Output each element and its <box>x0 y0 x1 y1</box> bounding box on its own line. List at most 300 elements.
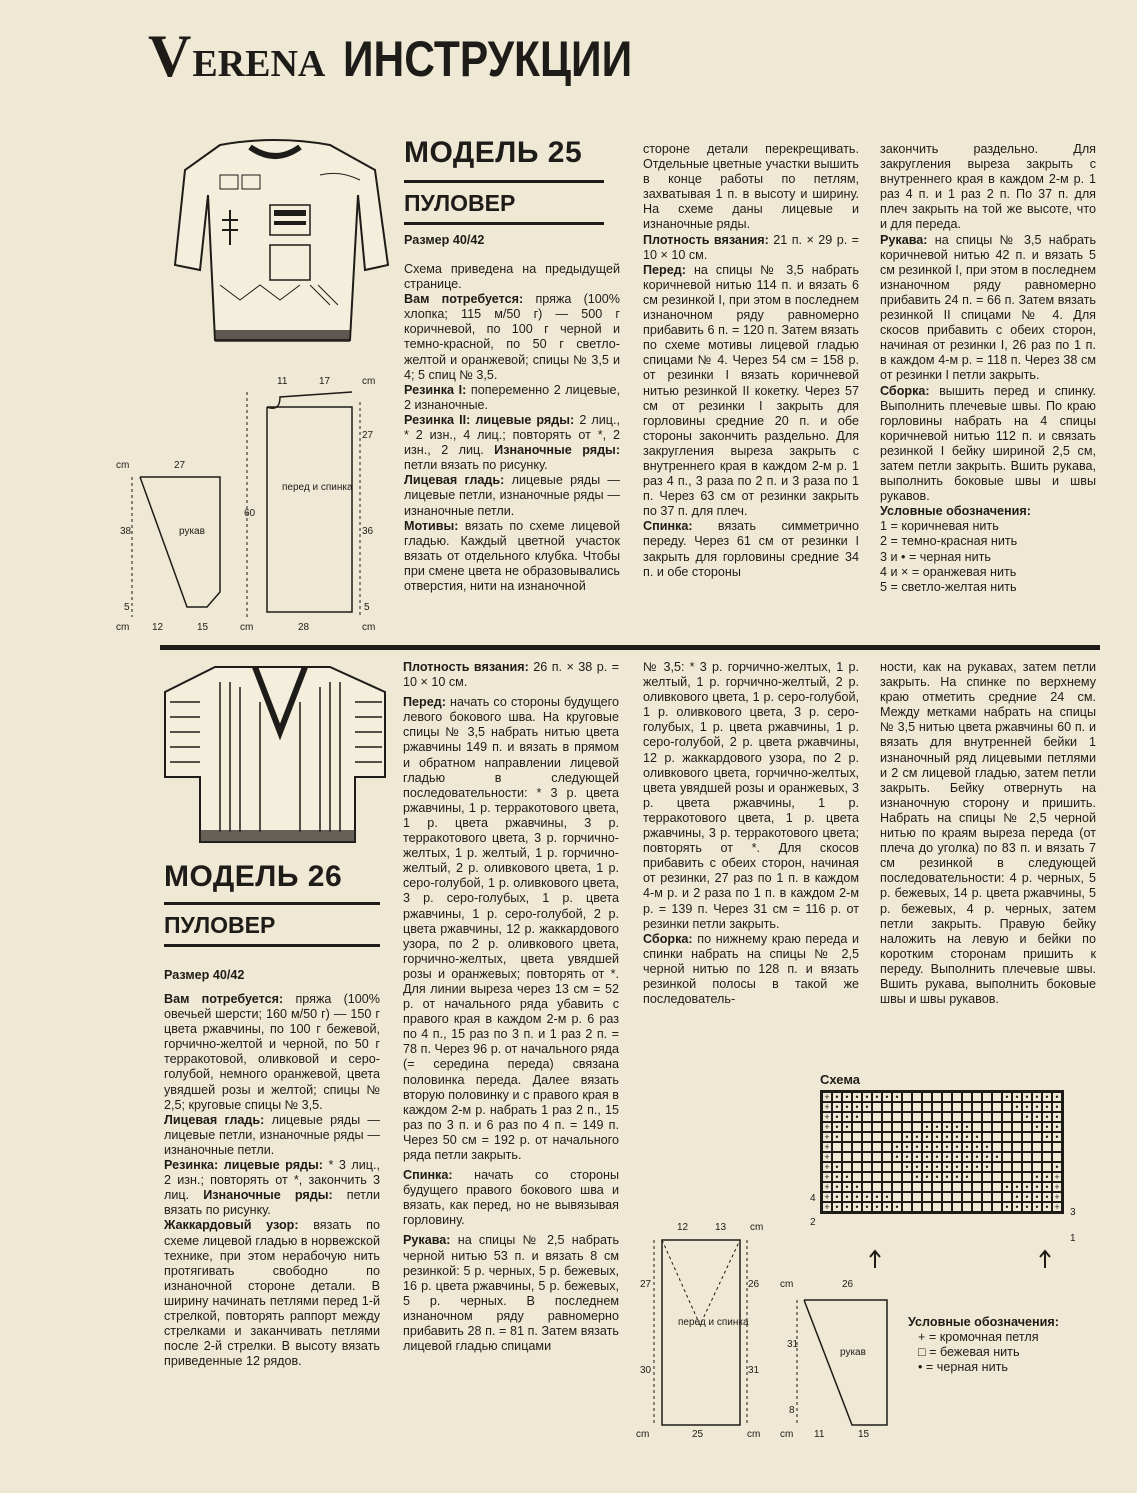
chart-cell <box>862 1152 872 1162</box>
chart-cell <box>1002 1142 1012 1152</box>
chart-cell: • <box>942 1142 952 1152</box>
chart-cell: + <box>822 1122 832 1132</box>
model-26-column-1: Вам потребуется: пряжа (100% овечьей шерсти; 160 м/50 г) — 150 г цвета ржавчины, по 100 г бежевой, горчично-желтой и черной, по 50 г терракотовой, оливковой и серо-голубой, немного оранжевой, цвета увядшей розы и желтой; спицы № 2,5; круговые спицы № 3,5. Лицевая гладь: лицевые ряды — лицевые петли, изнаночные ряды — изнаночные петли. Резинка: лицевые ряды: * 3 лиц., 2 изн.; повторять от *, закончить 3 лиц. Изнаночные ряды: петли вязать по рисунку. Жаккардовый узор: вязать по схеме лицевой гладью в норвежской технике, при этом нерабочую нить протягивать свободно по изнаночной стороне детали. В ширину начинать петлями перед 1-й стрелкой, повторять раппорт между стрелками и заканчивать петлями после 2-й стрелки. В высоту вязать приведенные 12 рядов. <box>164 992 381 1369</box>
chart-cell: + <box>822 1112 832 1122</box>
chart-cell <box>912 1112 922 1122</box>
chart-cell: • <box>842 1172 852 1182</box>
chart-cell <box>872 1152 882 1162</box>
model-26-column-3: № 3,5: * 3 р. горчично-желтых, 1 р. желтый, 1 р. горчично-желтый, 2 р. оливкового цвета, 1 р. серо-голубой, 1 р. оливкового цвета, 3 р. серо-голубых, 1 р. цвета ржавчины, 1 р. серо-голубой, 2 р. цвета ржавчины, 12 р. жаккардового узора, по 2 р. оливкового цвета, горчично-желтых, цвета увядшей розы и оранжевых, 3 р. цвета ржавчины, 1 р. терракотового цвета, 1 р. цвета ржавчины, 3 р. терракотового цвета; повторять от *. Для скосов прибавить с обеих сторон, начиная от резинки, 27 раз по 1 п. в каждом 4-м р. и 2 раза по 1 п. в каждом 2-м р. = 139 п. Через 31 см = 116 р. от резинки петли закрыть. Сборка: по нижнему краю переда и спинки набрать на спицы № 2,5 черной нитью по 128 п. и вязать резинкой полосы в такой же последователь- <box>643 660 859 1007</box>
chart-cell: • <box>942 1122 952 1132</box>
legend-25-item: 3 и • = черная нить <box>880 549 991 564</box>
pattern-schematic-26 <box>632 1215 902 1445</box>
chart-cell <box>922 1202 932 1212</box>
chart-cell: • <box>1052 1122 1062 1132</box>
chart-cell <box>1002 1102 1012 1112</box>
chart-cell: • <box>842 1192 852 1202</box>
chart-cell <box>982 1202 992 1212</box>
chart-cell: • <box>832 1182 842 1192</box>
chart-cell: • <box>1002 1182 1012 1192</box>
sleeve-label: рукав <box>840 1347 866 1358</box>
chart-cell: • <box>1032 1092 1042 1102</box>
chart-cell <box>832 1152 842 1162</box>
chart-cell <box>922 1192 932 1202</box>
legend-26-item: • = черная нить <box>918 1360 1008 1374</box>
dim-26-sleeve: 26 <box>842 1279 854 1290</box>
dim-31-sleeve: 31 <box>787 1339 799 1350</box>
dim-cm-left: cm <box>116 460 130 471</box>
chart-cell: • <box>882 1202 892 1212</box>
model-25-column-3: закончить раздельно. Для закругления выреза закрыть с внутреннего края в каждом 2-м р. 1 раз 4 п. и 1 раз 2 п. По 37 п. для плеч закрыть на той же высоте, что и для переда. Рукава: на спицы № 3,5 набрать коричневой нитью 42 п. и вязать 5 см резинкой I, при этом в последнем изнаночном ряду равномерно прибавить 24 п. = 66 п. Затем вязать резинкой II спицами № 4. Для скосов прибавить с обеих сторон, начиная от резинки I, 26 раз по 1 п. в каждом 4-м р. = 118 п. Через 38 см от резинки I петли закрыть. Сборка: вышить перед и спинку. Выполнить плечевые швы. По краю горловины набрать на 4 спицы коричневой нитью 112 п. и связать резинкой I бейку шириной 2,5 см, затем петли закрыть. Вшить рукава, выполнить боковые швы и швы рукавов. Условные обозначения: 1 = коричневая нить 2 = темно-красная нить 3 и • = черная нить 4 и × = оранжевая нить 5 = светло-желтая нить <box>880 142 1097 594</box>
chart-cell <box>932 1102 942 1112</box>
chart-cell: • <box>1032 1192 1042 1202</box>
chart-cell <box>1032 1132 1042 1142</box>
chart-cell: • <box>942 1132 952 1142</box>
chart-cell <box>882 1142 892 1152</box>
chart-cell <box>892 1112 902 1122</box>
dim-cm-bottom: cm <box>636 1429 650 1440</box>
chart-cell: + <box>1052 1172 1062 1182</box>
model-25-title: МОДЕЛЬ 25 <box>404 136 583 169</box>
model-26-column-2: Плотность вязания: 26 п. × 38 р. = 10 × 10 см. Перед: начать со стороны будущего левого бокового шва. На круговые спицы № 3,5 набрать нитью цвета ржавчины 149 п. и вязать в прямом и обратном направлении лицевой гладью в следующей последовательности: * 3 р. цвета ржавчины, 1 р. терракотового цвета, 1 р. цвета ржавчины, 3 р. терракотового цвета, 3 р. горчично-желтых, 1 р. желтый, 1 р. горчично-желтый, 2 р. оливкового цвета, 1 р. серо-голубой, 1 р. оливкового цвета, 3 р. серо-голубых, 1 р. цвета ржавчины, 1 р. серо-голубой, 2 р. цвета ржавчины, 12 р. жаккардового узора, по 2 р. оливкового цвета, горчично-желтых, цвета увядшей розы и оранжевых; повторять от *. Для линии выреза через 13 см = 52 р. от начального ряда убавить с правого края в каждом 2-м р. 6 раз по 4 п., 15 раз по 3 п. и 1 раз 2 п. = 78 п. Через 96 р. от начального ряда (= середина переда) связана половинка переда. Далее вязать вторую половинку и с правого края в каждом 2-м р. набрать 1 раз 2 п., 15 раз по 3 п. и 6 раз по 4 п. = 149 п. Через 50 см = 192 р. от начального ряда петли закрыть. Спинка: начать со стороны будущего правого бокового шва и вязать, как перед, но не вывязывая горловину. Рукава: на спицы № 2,5 набрать черной нитью 53 п. и вязать 8 см резинкой: 5 р. черных, 5 р. бежевых, 16 р. цвета ржавчины, 5 р. бежевых, 5 р. черных. В последнем изнаночном ряду равномерно прибавить 28 п. = 81 п. Затем вязать лицевой гладью спицами <box>403 660 620 1354</box>
chart-cell <box>972 1102 982 1112</box>
dim-5-left: 5 <box>124 602 130 613</box>
chart-cell: • <box>952 1172 962 1182</box>
chart-cell: • <box>852 1092 862 1102</box>
chart-cell <box>882 1152 892 1162</box>
chart-cell <box>912 1092 922 1102</box>
chart-cell <box>992 1122 1002 1132</box>
chart-cell <box>842 1152 852 1162</box>
chart-cell <box>862 1182 872 1192</box>
pattern-schematic-25 <box>112 372 392 637</box>
chart-cell: • <box>962 1172 972 1182</box>
chart-cell: • <box>1002 1202 1012 1212</box>
chart-cell <box>912 1192 922 1202</box>
dim-36: 36 <box>362 526 374 537</box>
chart-cell: • <box>1032 1202 1042 1212</box>
chart-cell <box>992 1102 1002 1112</box>
chart-cell: • <box>1042 1132 1052 1142</box>
chart-cell <box>912 1102 922 1112</box>
arrow-up-icon <box>1040 1251 1050 1268</box>
chart-cell <box>892 1182 902 1192</box>
chart-cell: • <box>842 1182 852 1192</box>
chart-cell: • <box>1042 1192 1052 1202</box>
chart-cell <box>862 1162 872 1172</box>
model-25-subtitle: ПУЛОВЕР <box>404 190 516 216</box>
chart-cell <box>842 1142 852 1152</box>
chart-cell: • <box>832 1112 842 1122</box>
chart-cell <box>992 1202 1002 1212</box>
chart-cell: • <box>982 1142 992 1152</box>
chart-cell: + <box>822 1172 832 1182</box>
chart-cell: • <box>922 1162 932 1172</box>
front-back-label: перед и спинка <box>678 1317 749 1328</box>
chart-cell <box>912 1182 922 1192</box>
chart-cell: • <box>932 1122 942 1132</box>
dim-60: 60 <box>244 508 256 519</box>
chart-cell <box>902 1202 912 1212</box>
dim-cm-bottom-right: cm <box>362 622 376 633</box>
chart-cell: • <box>892 1092 902 1102</box>
dim-11: 11 <box>277 376 288 387</box>
chart-cell <box>922 1112 932 1122</box>
chart-cell <box>842 1132 852 1142</box>
chart-cell: • <box>1042 1202 1052 1212</box>
chart-cell: • <box>932 1172 942 1182</box>
chart-cell <box>1012 1132 1022 1142</box>
chart-cell: • <box>972 1162 982 1172</box>
chart-cell: + <box>822 1102 832 1112</box>
chart-cell <box>1052 1142 1062 1152</box>
chart-cell: • <box>952 1162 962 1172</box>
chart-cell: • <box>932 1152 942 1162</box>
chart-cell <box>912 1202 922 1212</box>
dim-cm-top: cm <box>750 1222 764 1233</box>
chart-cell <box>862 1132 872 1142</box>
chart-cell: • <box>1032 1102 1042 1112</box>
chart-cell <box>872 1182 882 1192</box>
chart-cell <box>872 1172 882 1182</box>
chart-cell <box>932 1112 942 1122</box>
chart-cell <box>1032 1152 1042 1162</box>
chart-cell: • <box>1042 1112 1052 1122</box>
chart-cell <box>902 1112 912 1122</box>
chart-cell: • <box>842 1202 852 1212</box>
chart-cell <box>1012 1152 1022 1162</box>
chart-cell: • <box>832 1192 842 1202</box>
chart-cell <box>902 1102 912 1112</box>
dim-15: 15 <box>858 1429 870 1440</box>
chart-cell: • <box>1032 1172 1042 1182</box>
dim-28: 28 <box>298 622 310 633</box>
chart-cell <box>852 1122 862 1132</box>
chart-cell: • <box>902 1152 912 1162</box>
chart-cell <box>962 1092 972 1102</box>
chart-cell: • <box>852 1192 862 1202</box>
chart-cell <box>942 1182 952 1192</box>
chart-cell: • <box>832 1092 842 1102</box>
chart-cell <box>1012 1112 1022 1122</box>
chart-cell <box>902 1182 912 1192</box>
chart-cell <box>1002 1112 1012 1122</box>
chart-cell: • <box>832 1172 842 1182</box>
chart-cell <box>852 1142 862 1152</box>
chart-cell <box>902 1172 912 1182</box>
chart-cell: + <box>822 1132 832 1142</box>
chart-cell: • <box>1032 1112 1042 1122</box>
chart-cell <box>982 1102 992 1112</box>
chart-cell <box>992 1172 1002 1182</box>
chart-cell: • <box>932 1142 942 1152</box>
chart-cell: • <box>902 1162 912 1172</box>
dim-30: 30 <box>640 1365 652 1376</box>
chart-cell: • <box>932 1162 942 1172</box>
chart-cell <box>972 1172 982 1182</box>
chart-cell <box>882 1172 892 1182</box>
chart-cell <box>882 1112 892 1122</box>
dim-27: 27 <box>640 1279 652 1290</box>
chart-cell <box>922 1182 932 1192</box>
legend-26-item: + = кромочная петля <box>918 1330 1039 1344</box>
dim-12: 12 <box>677 1222 689 1233</box>
chart-cell <box>992 1112 1002 1122</box>
chart-cell: • <box>962 1122 972 1132</box>
chart-cell <box>862 1142 872 1152</box>
brand-initial: V <box>148 23 193 89</box>
chart-cell <box>882 1182 892 1192</box>
chart-cell: • <box>972 1142 982 1152</box>
dim-cm-bottom-sleeve: cm <box>780 1429 794 1440</box>
chart-cell: • <box>1052 1102 1062 1112</box>
pullover-25-illustration <box>160 135 390 350</box>
chart-cell <box>862 1122 872 1132</box>
jacquard-chart <box>820 1090 1064 1214</box>
chart-cell <box>892 1192 902 1202</box>
chart-cell: • <box>1002 1092 1012 1102</box>
chart-cell: + <box>822 1202 832 1212</box>
chart-cell <box>832 1142 842 1152</box>
chart-cell: • <box>862 1102 872 1112</box>
dim-12: 12 <box>152 622 164 633</box>
magazine-header <box>148 22 684 92</box>
chart-cell: • <box>1032 1122 1042 1132</box>
dim-cm-top: cm <box>362 376 376 387</box>
chart-cell: • <box>1012 1092 1022 1102</box>
chart-cell <box>872 1162 882 1172</box>
chart-cell: • <box>852 1112 862 1122</box>
chart-cell: • <box>1012 1102 1022 1112</box>
chart-cell: • <box>892 1202 902 1212</box>
chart-cell <box>982 1192 992 1202</box>
legend-26-title: Условные обозначения: <box>908 1315 1059 1329</box>
chart-cell <box>1052 1152 1062 1162</box>
chart-cell <box>982 1092 992 1102</box>
chart-cell <box>902 1192 912 1202</box>
chart-cell: • <box>842 1102 852 1112</box>
chart-cell <box>882 1102 892 1112</box>
chart-cell: • <box>862 1192 872 1202</box>
chart-cell: • <box>842 1092 852 1102</box>
page-title: ИНСТРУКЦИИ <box>343 31 633 87</box>
chart-cell: • <box>952 1122 962 1132</box>
chart-cell: • <box>852 1182 862 1192</box>
chart-cell <box>872 1132 882 1142</box>
chart-cell <box>952 1192 962 1202</box>
chart-cell <box>1042 1152 1052 1162</box>
chart-cell: • <box>882 1192 892 1202</box>
chart-cell <box>1032 1142 1042 1152</box>
chart-cell: + <box>822 1182 832 1192</box>
chart-cell: • <box>942 1162 952 1172</box>
chart-cell <box>902 1122 912 1132</box>
chart-cell: • <box>912 1142 922 1152</box>
chart-cell <box>852 1172 862 1182</box>
chart-cell <box>1022 1152 1032 1162</box>
dim-13: 13 <box>715 1222 727 1233</box>
chart-cell: • <box>1042 1092 1052 1102</box>
chart-cell <box>972 1122 982 1132</box>
chart-cell <box>932 1192 942 1202</box>
legend-26-item: □ = бежевая нить <box>918 1345 1020 1359</box>
dim-31-front: 31 <box>748 1365 760 1376</box>
chart-cell <box>1002 1132 1012 1142</box>
chart-cell <box>972 1112 982 1122</box>
chart-cell <box>952 1182 962 1192</box>
chart-cell <box>952 1102 962 1112</box>
chart-cell <box>962 1202 972 1212</box>
chart-cell <box>972 1092 982 1102</box>
chart-cell <box>892 1172 902 1182</box>
chart-cell <box>922 1092 932 1102</box>
chart-cell: • <box>1022 1112 1032 1122</box>
model-26-subtitle: ПУЛОВЕР <box>164 912 276 938</box>
dim-27-right: 27 <box>362 430 374 441</box>
chart-cell <box>1012 1172 1022 1182</box>
dim-cm-bottom-mid: cm <box>747 1429 761 1440</box>
section-divider <box>160 645 1100 650</box>
chart-cell <box>882 1122 892 1132</box>
chart-cell <box>942 1202 952 1212</box>
model-26-column-4: ности, как на рукавах, затем петли закрыть. На спинке по верхнему краю отметить средние 24 см. Между метками набрать на спицы № 3,5 нитью цвета ржавчины 60 п. и вязать для внутренней бейки 1 изнаночный ряд лицевыми петлями и 2 см лицевой гладью, затем петли закрыть. Бейку отвернуть на изнаночную сторону и пришить. Набрать на спицы № 2,5 черной нитью по краям выреза переда (от плеча до уголка) по 83 п. и вязать 7 см резинкой в следующей последовательности: 4 р. черных, 5 р. бежевых, 14 р. цвета ржавчины, 5 р. бежевых, 4 р. черных, затем петли закрыть. Правую бейку наложить на левую и бейки по коротким сторонам пришить к переду. Выполнить плечевые швы. Вшить рукава, выполнить боковые швы и швы рукавов. <box>880 660 1096 1007</box>
chart-cell: • <box>1042 1122 1052 1132</box>
chart-cell: • <box>952 1152 962 1162</box>
chart-cell <box>1032 1162 1042 1172</box>
chart-cell: • <box>892 1142 902 1152</box>
dim-8: 8 <box>789 1405 795 1416</box>
chart-cell: • <box>1022 1102 1032 1112</box>
chart-cell <box>942 1102 952 1112</box>
chart-cell <box>912 1122 922 1132</box>
chart-cell: • <box>862 1092 872 1102</box>
model-25-column-2: стороне детали перекрещивать. Отдельные цветные участки вышить в конце работы по петлям, захватывая 1 п. в высоту и ширину. На схеме даны лицевые и изнаночные ряды. Плотность вязания: 21 п. × 29 р. = 10 × 10 см. Перед: на спицы № 3,5 набрать коричневой нитью 114 п. и вязать 6 см резинкой I, при этом в последнем изнаночном ряду равномерно прибавить 6 п. = 120 п. Затем вязать по схеме мотивы лицевой гладью спицами № 4. Через 54 см = 158 р. от резинки I вязать коричневой нитью резинкой II кокетку. Через 57 см от резинки I закрыть для горловины средние 20 п. и обе стороны закончить раздельно. Для закругления выреза закрыть с внутреннего края в каждом 2-м р. 1 раз 4 п., 3 раза по 2 п. и 3 раза по 1 п. Через 63 см от резинки закрыть по 37 п. для плеч. Спинка: вязать симметрично переду. Через 61 см от резинки I закрыть для горловины средние 34 п. и обе стороны <box>643 142 860 579</box>
chart-cell: • <box>1052 1092 1062 1102</box>
chart-cell: • <box>952 1132 962 1142</box>
chart-cell <box>1022 1122 1032 1132</box>
sleeve-label: рукав <box>179 526 205 537</box>
chart-cell <box>1002 1122 1012 1132</box>
chart-cell: • <box>912 1132 922 1142</box>
chart-cell: + <box>822 1192 832 1202</box>
chart-cell <box>882 1132 892 1142</box>
chart-cell: + <box>1052 1202 1062 1212</box>
chart-cell <box>1012 1162 1022 1172</box>
chart-cell: • <box>992 1152 1002 1162</box>
scheme-title: Схема <box>820 1072 861 1087</box>
chart-cell <box>1022 1132 1032 1142</box>
chart-cell: + <box>822 1162 832 1172</box>
chart-cell <box>982 1112 992 1122</box>
chart-cell <box>872 1142 882 1152</box>
legend-25-title: Условные обозначения: <box>880 504 1031 519</box>
chart-cell: • <box>962 1162 972 1172</box>
chart-cell: • <box>882 1092 892 1102</box>
dim-15: 15 <box>197 622 209 633</box>
chart-cell: • <box>832 1102 842 1112</box>
chart-cell <box>942 1192 952 1202</box>
legend-25-item: 4 и × = оранжевая нить <box>880 564 1017 579</box>
chart-cell <box>922 1102 932 1112</box>
chart-cell <box>892 1122 902 1132</box>
chart-cell: • <box>922 1152 932 1162</box>
model-25-column-1: Схема приведена на предыдущей странице. Вам потребуется: пряжа (100% хлопка; 115 м/50 г) — 500 г коричневой, по 100 г черной и темно-красной, по 50 г светло-желтой и оранжевой; спицы № 3,5 и 4; 5 спиц № 3,5. Резинка I: попеременно 2 лицевые, 2 изнаночные. Резинка II: лицевые ряды: 2 лиц., * 2 изн., 4 лиц.; повторять от *, 2 изн., 2 лиц. Изнаночные ряды: петли вязать по рисунку. Лицевая гладь: лицевые ряды — лицевые петли, изнаночные ряды — изнаночные петли. Мотивы: вязать по схеме лицевой гладью. Каждый цветной участок вязать от отдельного клубка. Чтобы при смене цвета не образовывались отверстия, нити на изнаночной <box>404 262 621 593</box>
chart-cell: • <box>932 1132 942 1142</box>
chart-cell: • <box>1022 1092 1032 1102</box>
row-label: 2 <box>810 1217 816 1228</box>
dim-5-right: 5 <box>364 602 370 613</box>
chart-cell: • <box>902 1142 912 1152</box>
chart-cell: • <box>832 1132 842 1142</box>
chart-cell <box>852 1132 862 1142</box>
chart-cell: • <box>972 1152 982 1162</box>
dim-cm-bottom-mid: cm <box>240 622 254 633</box>
chart-cell <box>1022 1162 1032 1172</box>
chart-cell <box>1002 1192 1012 1202</box>
chart-cell <box>1022 1142 1032 1152</box>
chart-cell: • <box>922 1132 932 1142</box>
dim-cm-bottom-left: cm <box>116 622 130 633</box>
chart-cell: • <box>1042 1102 1052 1112</box>
front-back-label: перед и спинка <box>282 482 353 493</box>
chart-cell <box>942 1112 952 1122</box>
chart-cell <box>952 1092 962 1102</box>
dim-25: 25 <box>692 1429 704 1440</box>
chart-cell: • <box>972 1132 982 1142</box>
chart-cell <box>992 1142 1002 1152</box>
chart-cell: • <box>1022 1182 1032 1192</box>
chart-cell: • <box>1022 1202 1032 1212</box>
chart-cell <box>1002 1172 1012 1182</box>
chart-cell: • <box>922 1122 932 1132</box>
chart-cell <box>892 1102 902 1112</box>
row-label: 4 <box>810 1193 816 1204</box>
chart-cell: • <box>872 1092 882 1102</box>
chart-cell: • <box>1032 1182 1042 1192</box>
dim-17: 17 <box>319 376 331 387</box>
chart-cell: • <box>922 1172 932 1182</box>
chart-cell <box>962 1102 972 1112</box>
chart-cell <box>872 1102 882 1112</box>
chart-cell <box>962 1112 972 1122</box>
chart-cell: • <box>832 1202 842 1212</box>
chart-cell: • <box>982 1162 992 1172</box>
chart-cell: • <box>852 1202 862 1212</box>
chart-cell <box>952 1112 962 1122</box>
chart-cell: • <box>962 1142 972 1152</box>
chart-cell <box>972 1202 982 1212</box>
chart-cell <box>902 1092 912 1102</box>
chart-cell <box>1012 1142 1022 1152</box>
chart-cell: • <box>1012 1202 1022 1212</box>
chart-cell: • <box>862 1202 872 1212</box>
scheme-reference: Схема приведена на предыдущей странице. <box>404 262 620 292</box>
chart-cell <box>872 1112 882 1122</box>
dim-38: 38 <box>120 526 132 537</box>
chart-cell <box>852 1162 862 1172</box>
chart-cell: • <box>832 1122 842 1132</box>
chart-cell: • <box>942 1152 952 1162</box>
chart-cell: + <box>822 1152 832 1162</box>
chart-cell <box>932 1182 942 1192</box>
chart-cell <box>992 1192 1002 1202</box>
chart-cell <box>862 1112 872 1122</box>
model-25-size: Размер 40/42 <box>404 233 485 247</box>
chart-cell <box>872 1122 882 1132</box>
chart-cell: • <box>1052 1112 1062 1122</box>
chart-cell: • <box>892 1152 902 1162</box>
chart-cell <box>1002 1152 1012 1162</box>
chart-cell <box>932 1202 942 1212</box>
